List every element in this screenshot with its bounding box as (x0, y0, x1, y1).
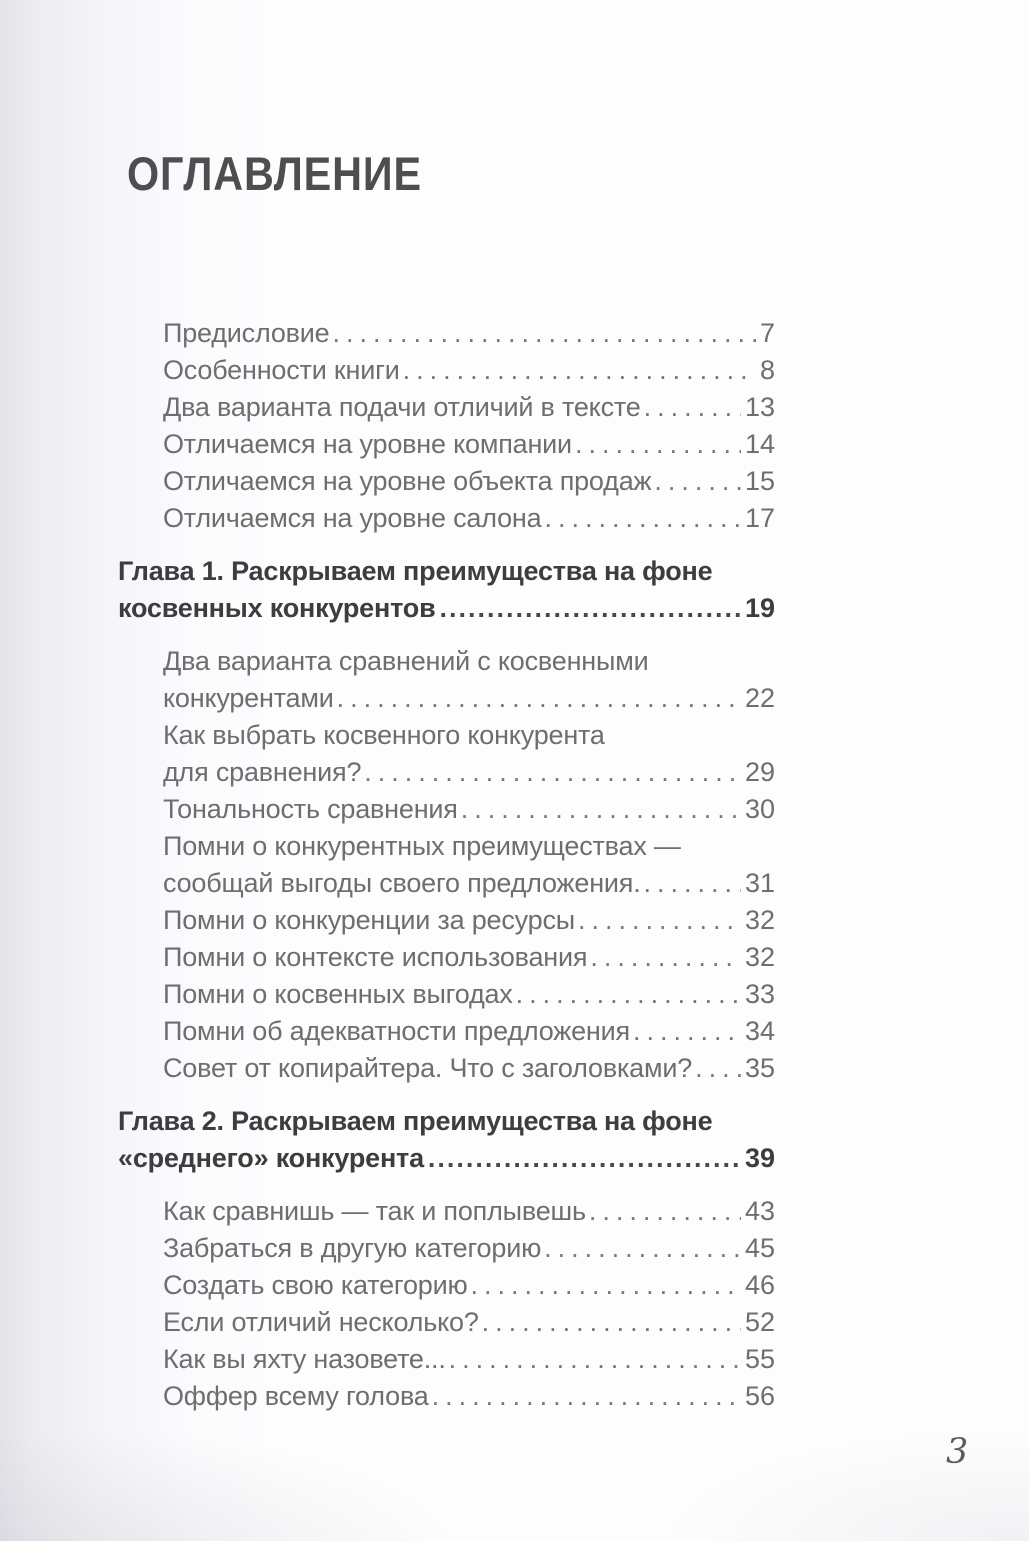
toc-entry-page: 7 (759, 318, 775, 348)
toc-entry-line2 (163, 680, 775, 717)
toc-entry-title: Помни о контексте использования (163, 942, 588, 972)
toc-entry-title: конкурентами (163, 683, 334, 713)
toc-entry-page: 29 (744, 757, 775, 787)
toc-entry (163, 500, 775, 537)
dot-leader (482, 1304, 741, 1341)
dot-leader (461, 791, 741, 828)
chapter-1-heading (118, 553, 775, 627)
toc-entry-line1 (163, 717, 775, 754)
chapter-2-heading (118, 1103, 775, 1177)
chapter-heading-line (118, 590, 775, 627)
toc-entry (163, 1230, 775, 1267)
dot-leader (578, 902, 741, 939)
toc-entry-title: Отличаемся на уровне салона (163, 503, 542, 533)
toc-entry (163, 352, 775, 389)
toc-entry (163, 463, 775, 500)
chapter-heading-text: Глава 2. Раскрываем преимущества на фоне (118, 1106, 713, 1136)
toc-entry-title: Если отличий несколько? (163, 1307, 479, 1337)
chapter-heading-line (118, 1103, 775, 1140)
toc-entry-title: Совет от копирайтера. Что с заголовками? (163, 1053, 693, 1083)
dot-leader (471, 1267, 741, 1304)
chapter-heading-text: косвенных конкурентов (118, 593, 436, 623)
chapter-page: 39 (744, 1143, 775, 1173)
toc-entry-title: Помни о косвенных выгодах (163, 979, 513, 1009)
dot-leader (439, 590, 740, 627)
toc-entry-page: 46 (744, 1270, 775, 1300)
dot-leader (589, 1193, 741, 1230)
toc-entry-title: Помни о конкуренции за ресурсы (163, 905, 575, 935)
toc-entry (163, 1050, 775, 1087)
toc-entry-line1 (163, 643, 775, 680)
dot-leader (449, 1341, 741, 1378)
toc-entry-page: 52 (744, 1307, 775, 1337)
toc-entry-title: Предисловие (163, 318, 330, 348)
chapter-heading-line (118, 553, 775, 590)
toc-entry (163, 426, 775, 463)
toc-entry-title: Тональность сравнения (163, 794, 458, 824)
toc-entry (163, 939, 775, 976)
toc-entry-page: 15 (744, 466, 775, 496)
dot-leader (432, 1378, 741, 1415)
dot-leader (644, 865, 741, 902)
toc-entry-title: Помни о конкурентных преимуществах — (163, 831, 681, 861)
dot-leader (695, 1050, 741, 1087)
toc-entry-title: для сравнения? (163, 757, 362, 787)
dot-leader (590, 939, 741, 976)
toc-entry (163, 902, 775, 939)
dot-leader (544, 1230, 741, 1267)
toc-entry-page: 13 (744, 392, 775, 422)
toc-entry (163, 828, 775, 902)
toc-entry-title: Отличаемся на уровне компании (163, 429, 572, 459)
dot-leader (333, 315, 756, 352)
toc-entry-title: Как выбрать косвенного конкурента (163, 720, 605, 750)
toc-entry (163, 717, 775, 791)
toc-entry (163, 389, 775, 426)
toc-entry-page: 32 (744, 942, 775, 972)
toc-entry-page: 34 (744, 1016, 775, 1046)
toc-entry (163, 1013, 775, 1050)
toc-entry-page: 30 (744, 794, 775, 824)
toc-entry-title: Как сравнишь — так и поплывешь (163, 1196, 586, 1226)
chapter-heading-line (118, 1140, 775, 1177)
toc-entry (163, 976, 775, 1013)
chapter-page: 19 (744, 593, 775, 623)
dot-leader (575, 426, 741, 463)
toc-entry (163, 791, 775, 828)
toc-entry-line2 (163, 865, 775, 902)
toc-entry (163, 1378, 775, 1415)
page-title: ОГЛАВЛЕНИЕ (127, 147, 422, 200)
toc-entry-page: 31 (744, 868, 775, 898)
chapter-heading-text: Глава 1. Раскрываем преимущества на фоне (118, 556, 713, 586)
toc-entry-title: Два варианта подачи отличий в тексте (163, 392, 641, 422)
dot-leader (403, 352, 756, 389)
toc-entry-title: Оффер всему голова (163, 1381, 429, 1411)
dot-leader (644, 389, 741, 426)
dot-leader (654, 463, 741, 500)
toc-entry-page: 45 (744, 1233, 775, 1263)
toc-entry-page: 22 (744, 683, 775, 713)
dot-leader (516, 976, 741, 1013)
dot-leader (364, 754, 741, 791)
toc-entry-page: 33 (744, 979, 775, 1009)
toc-entry (163, 1341, 775, 1378)
toc-entry-page: 8 (759, 355, 775, 385)
toc-entry-title: Отличаемся на уровне объекта продаж (163, 466, 652, 496)
toc-entry-page: 55 (744, 1344, 775, 1374)
toc-entry-page: 43 (744, 1196, 775, 1226)
toc-entry-page: 17 (744, 503, 775, 533)
toc-entry (163, 1193, 775, 1230)
toc-entry (163, 1267, 775, 1304)
table-of-contents (118, 315, 775, 1415)
toc-entry (163, 1304, 775, 1341)
chapter-heading-text: «среднего» конкурента (118, 1143, 424, 1173)
dot-leader (633, 1013, 741, 1050)
dot-leader (544, 500, 741, 537)
toc-entry-page: 56 (744, 1381, 775, 1411)
toc-entry-title: Два варианта сравнений с косвенными (163, 646, 649, 676)
toc-entry-page: 35 (744, 1053, 775, 1083)
toc-entry (163, 315, 775, 352)
toc-entry-page: 32 (744, 905, 775, 935)
dot-leader (428, 1140, 741, 1177)
toc-entry-title: сообщай выгоды своего предложения. (163, 868, 641, 898)
toc-entry (163, 643, 775, 717)
toc-entry-line2 (163, 754, 775, 791)
toc-entry-page: 14 (744, 429, 775, 459)
toc-entry-line1 (163, 828, 775, 865)
toc-entry-title: Помни об адекватности предложения (163, 1016, 630, 1046)
toc-entry-title: Особенности книги (163, 355, 400, 385)
toc-entry-title: Забраться в другую категорию (163, 1233, 542, 1263)
page-number: 3 (946, 1432, 969, 1472)
dot-leader (337, 680, 741, 717)
toc-entry-title: Как вы яхту назовете... (163, 1344, 446, 1374)
toc-entry-title: Создать свою категорию (163, 1270, 468, 1300)
